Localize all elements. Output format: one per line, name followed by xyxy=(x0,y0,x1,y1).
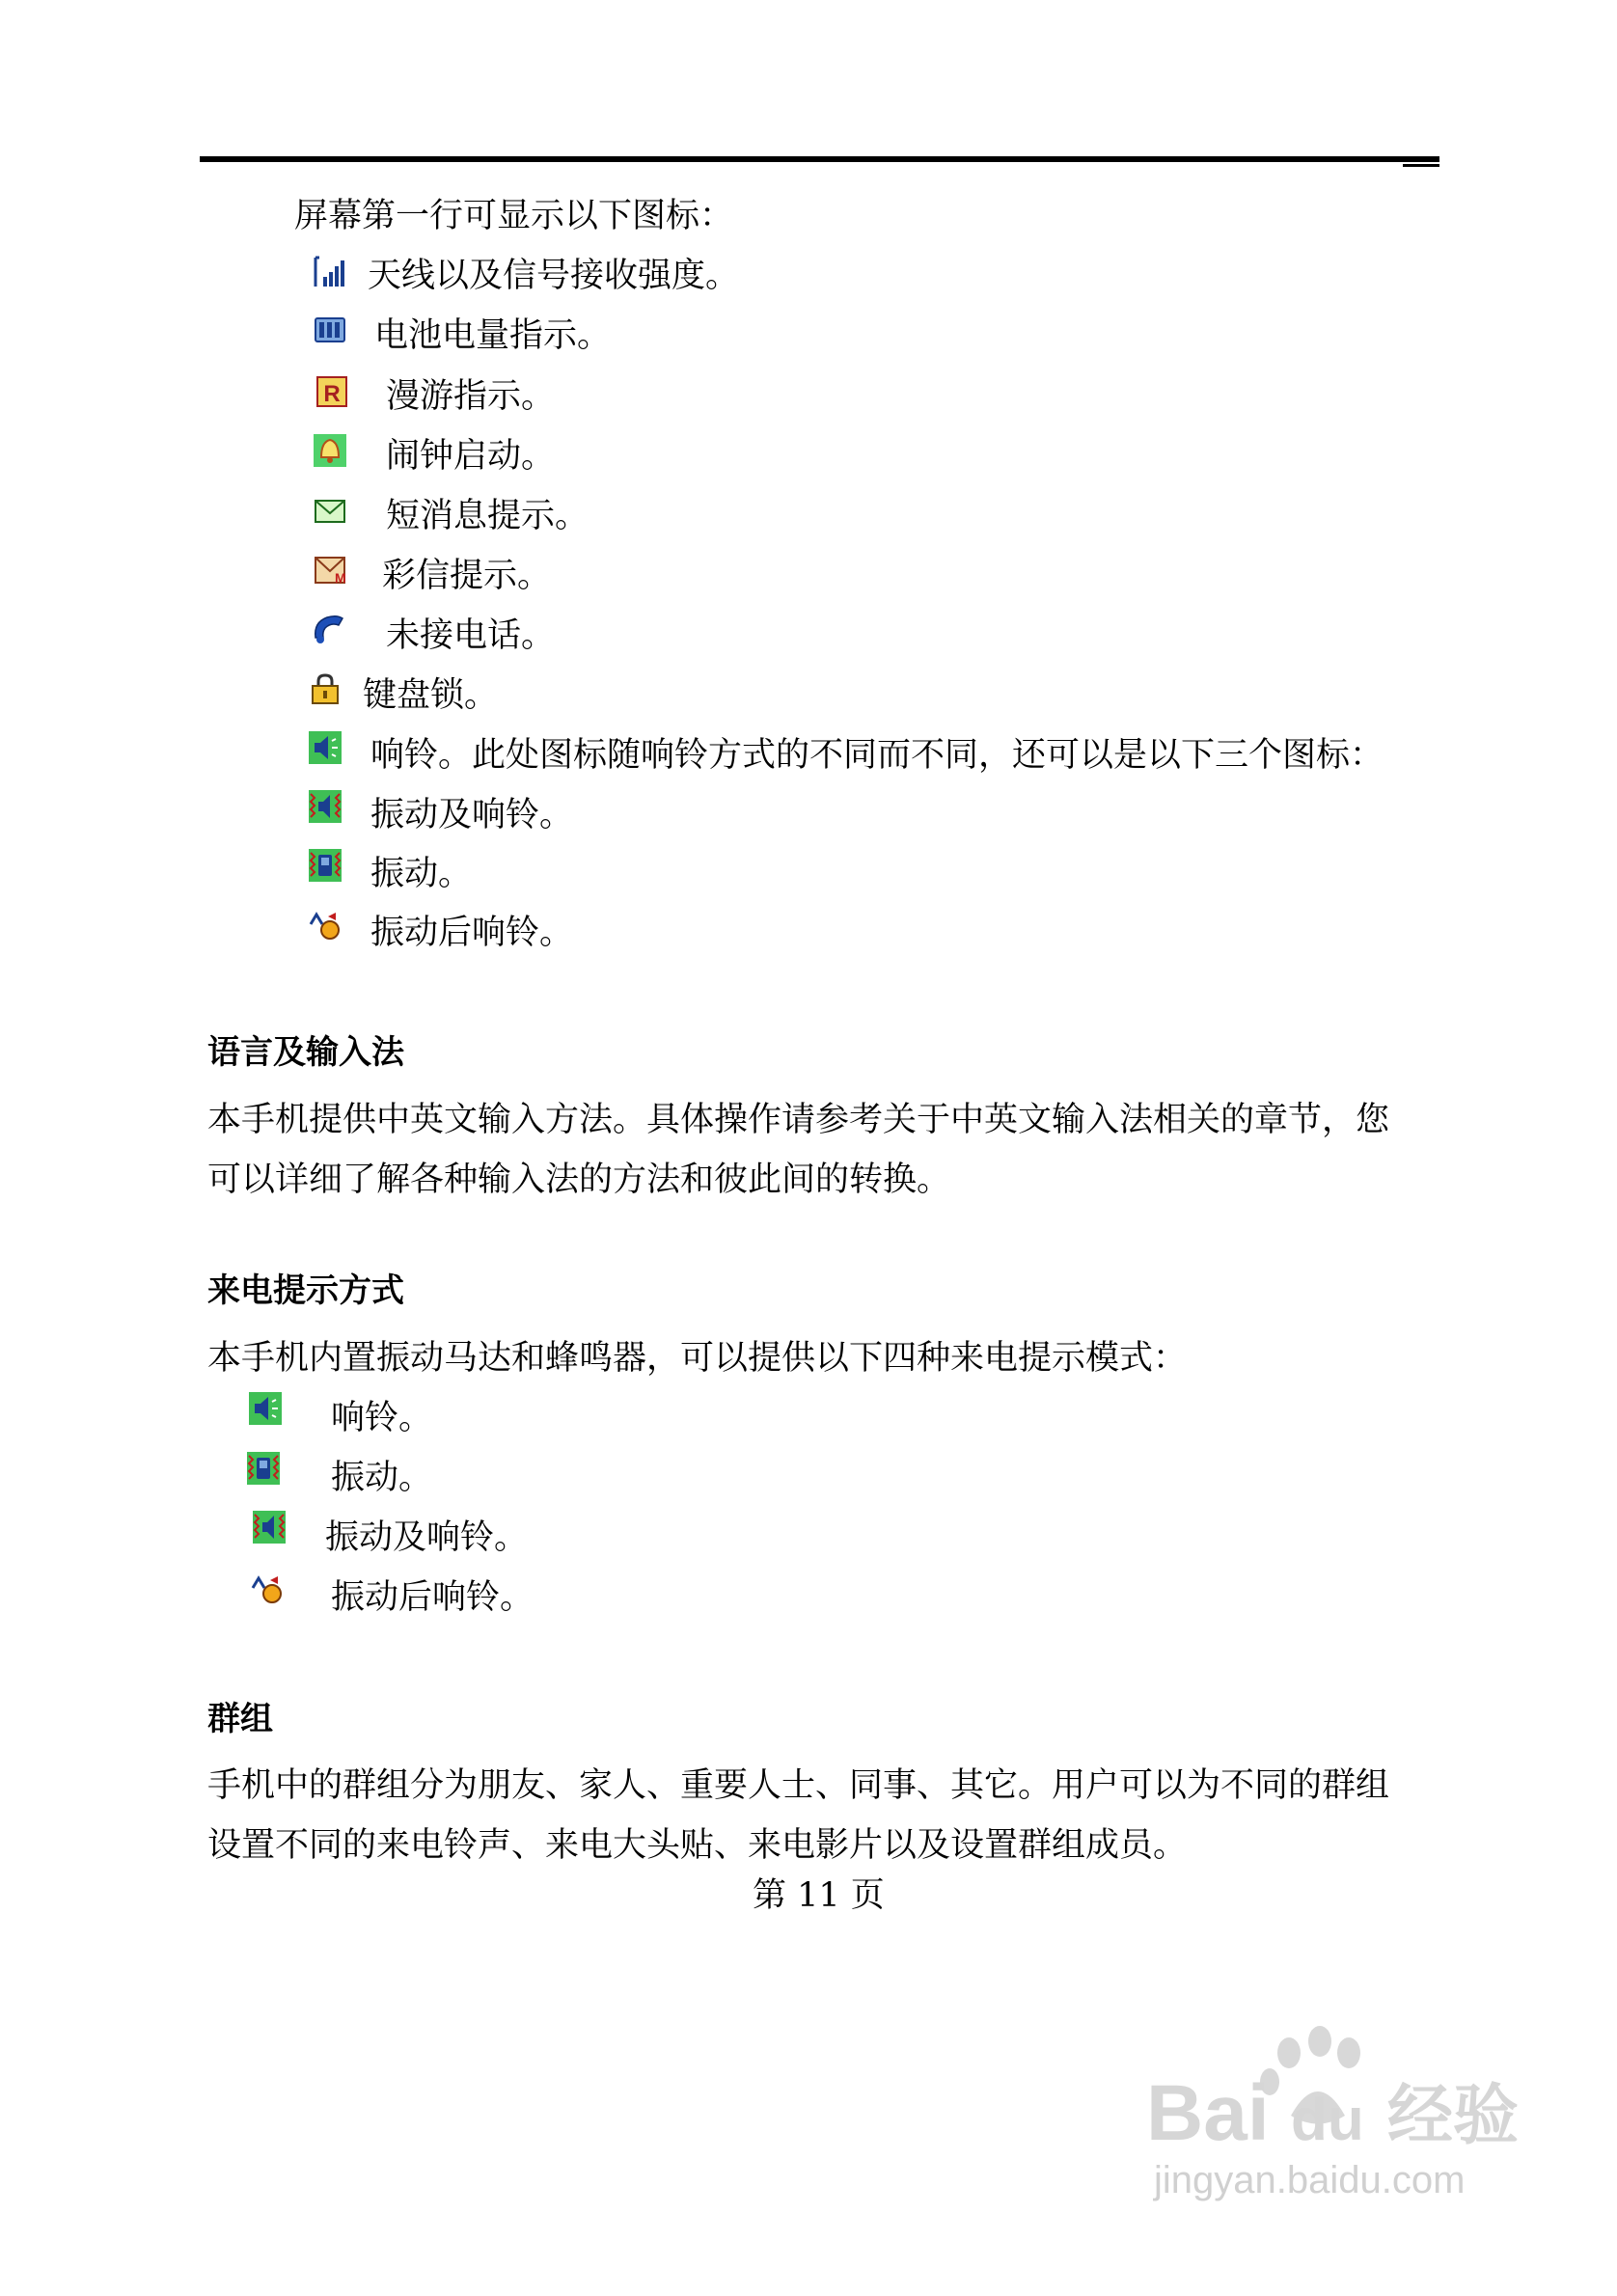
ring-icon xyxy=(309,731,342,764)
alert-item-ring: 响铃。 xyxy=(331,1399,433,1437)
vibrate-icon xyxy=(309,849,342,882)
icon-desc-roaming: 漫游指示。 xyxy=(386,377,556,416)
language-line-2: 可以详细了解各种输入法的方法和彼此间的转换。 xyxy=(207,1161,951,1199)
intro-text: 屏幕第一行可显示以下图标： xyxy=(294,197,734,235)
watermark-brand-right: du xyxy=(1291,2087,1364,2153)
icon-desc-alarm: 闹钟启动。 xyxy=(386,437,556,476)
mms-icon xyxy=(314,554,346,587)
keypad-lock-icon xyxy=(309,672,342,705)
vibrate-and-ring-icon xyxy=(253,1511,286,1544)
alert-item-vibrate-and-ring: 振动及响铃。 xyxy=(325,1518,529,1557)
signal-icon xyxy=(314,256,346,288)
alarm-icon xyxy=(314,434,346,467)
icon-desc-missed-call: 未接电话。 xyxy=(386,616,556,655)
icon-desc-vibrate-then-ring: 振动后响铃。 xyxy=(370,914,574,952)
svg-text:R: R xyxy=(323,381,341,407)
vibrate-then-ring-icon xyxy=(309,909,342,942)
watermark-url: jingyan.baidu.com xyxy=(1154,2159,1466,2201)
icon-desc-battery: 电池电量指示。 xyxy=(374,316,612,355)
heading-group: 群组 xyxy=(207,1700,273,1738)
alert-intro: 本手机内置振动马达和蜂鸣器，可以提供以下四种来电提示模式： xyxy=(207,1339,1188,1378)
group-line-2: 设置不同的来电铃声、来电大头贴、来电影片以及设置群组成员。 xyxy=(207,1826,1188,1865)
heading-language: 语言及输入法 xyxy=(207,1033,404,1072)
vibrate-then-ring-icon xyxy=(251,1572,284,1605)
icon-desc-sms: 短消息提示。 xyxy=(386,497,589,535)
icon-desc-vibrate-and-ring: 振动及响铃。 xyxy=(370,796,574,834)
page-number: 第 11 页 xyxy=(753,1876,885,1915)
icon-desc-mms: 彩信提示。 xyxy=(382,557,552,595)
language-line-1: 本手机提供中英文输入方法。具体操作请参考关于中英文输入法相关的章节，您 xyxy=(207,1101,1390,1139)
roaming-icon xyxy=(315,375,348,408)
header-rule-tail xyxy=(1403,164,1439,167)
icon-desc-keypad-lock: 键盘锁。 xyxy=(363,676,499,715)
ring-icon xyxy=(249,1392,282,1425)
vibrate-icon xyxy=(247,1452,280,1485)
sms-icon xyxy=(314,495,346,528)
icon-desc-signal: 天线以及信号接收强度。 xyxy=(368,257,740,295)
missed-call-icon xyxy=(312,613,344,645)
watermark-brand-left: Bai xyxy=(1146,2069,1270,2157)
watermark-brand-cn: 经验 xyxy=(1387,2078,1520,2154)
alert-item-vibrate: 振动。 xyxy=(331,1459,433,1497)
vibrate-and-ring-icon xyxy=(309,790,342,823)
battery-icon xyxy=(314,314,346,347)
svg-text:M: M xyxy=(335,570,346,586)
alert-item-vibrate-then-ring: 振动后响铃。 xyxy=(331,1578,534,1617)
icon-desc-vibrate: 振动。 xyxy=(370,855,473,893)
baidu-watermark xyxy=(1146,2024,1571,2207)
heading-alert: 来电提示方式 xyxy=(207,1271,404,1310)
icon-desc-ring: 响铃。此处图标随响铃方式的不同而不同，还可以是以下三个图标： xyxy=(370,736,1384,775)
header-rule xyxy=(200,156,1439,162)
group-line-1: 手机中的群组分为朋友、家人、重要人士、同事、其它。用户可以为不同的群组 xyxy=(207,1766,1390,1805)
